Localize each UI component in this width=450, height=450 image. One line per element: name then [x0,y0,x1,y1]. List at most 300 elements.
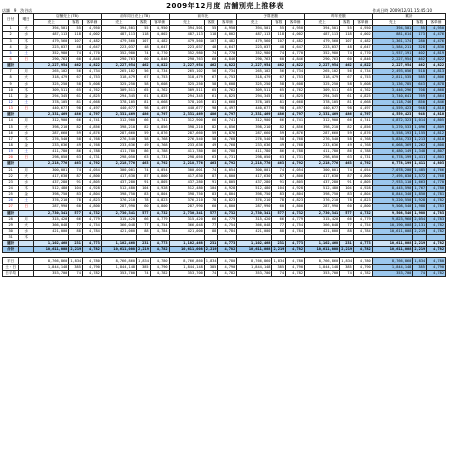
row-value-0: 233,636 [34,142,69,148]
row-value-6: 479,560 [169,38,204,44]
row-value-9: 376,210 [237,198,272,204]
row-value-1: 67 [69,75,83,81]
row-value-7: 77 [204,222,218,228]
row-value-4: 60 [137,204,151,210]
row-value-4: 82 [137,124,151,130]
row-value-3: 2,218,776 [101,161,136,167]
row-value-3: 2,730,341 [101,210,136,216]
row-value-0: 479,560 [34,38,69,44]
row-value-6: 394,501 [169,26,204,32]
row-value-9: 312,900 [237,118,272,124]
row-value-0: 411,780 [34,149,69,155]
row-value-13: 55 [340,26,354,32]
row-date: 30 [3,228,19,234]
row-value-12: 10,611,008 [305,247,340,253]
header-sub-2-2: 客単価 [218,20,237,26]
row-value-8: 4,002 [218,32,237,38]
row-value-7: 104 [204,185,218,191]
row-value-15: 7,933,110 [372,179,413,185]
header-sub-1-2: 客単価 [150,20,169,26]
header-group-0: 店舗売上(TB) [34,14,102,20]
row-value-11: 4,782 [286,247,305,253]
row-value-7: 462 [204,63,218,69]
row-value-13: 118 [340,32,354,38]
row-value-15: 5,270,533 [372,124,413,130]
row-value-5: 4,768 [150,142,169,148]
row-value-14: 4,779 [353,216,372,222]
row-date: 週計 [3,63,19,69]
row-value-10: 231 [272,241,286,247]
row-value-0: 318,479 [34,75,69,81]
row-value-13: 82 [340,124,354,130]
row-value-14: 4,792 [353,161,372,167]
row-value-16: 850 [413,99,427,105]
row-value-17: 4,782 [426,222,445,228]
row-value-8: 4,823 [218,198,237,204]
row-value-13: 463 [340,161,354,167]
row-value-1: 98 [69,106,83,112]
row-value-10: 83 [272,192,286,198]
row-value-0: 287,660 [34,130,69,136]
table-body [3,26,446,277]
row-value-10: 107 [272,38,286,44]
row-value-1: 78 [69,198,83,204]
row-value-2: 4,647 [82,44,101,50]
row-value-9: 265,102 [237,69,272,75]
row-value-10: 77 [272,222,286,228]
row-value-4: 87 [137,173,151,179]
row-value-9: 287,990 [237,204,272,210]
row-value-11: 4,054 [286,167,305,173]
row-value-0: 394,501 [34,26,69,32]
row-value-8: 4,731 [218,155,237,161]
header-sub-3-2: 客単価 [286,20,305,26]
row-value-6: 2,730,341 [169,210,204,216]
row-value-13: 1,834 [341,258,353,263]
row-value-5: 4,734 [150,69,169,75]
row-value-14: 4,805 [353,179,372,185]
row-value-12: 312,900 [305,118,340,124]
row-value-13: 104 [340,185,354,191]
row-value-5: 4,805 [150,179,169,185]
row-value-11: 4,846 [286,56,305,62]
row-value-16: 1,834 [414,258,426,263]
row-value-16: 708 [413,87,427,93]
row-value-8: 4,754 [218,222,237,228]
row-value-9: 398,210 [237,124,272,130]
row-date: 日平均 [3,270,19,276]
row-value-11: 4,797 [286,112,305,118]
header-sub-0-2: 客単価 [82,20,101,26]
row-value-4: 61 [137,93,151,99]
row-value-17: 4,809 [426,124,445,130]
row-value-3: 440,677 [101,106,136,112]
row-value-11: 4,800 [286,204,305,210]
row-value-5: 4,497 [150,106,169,112]
row-value-2: 4,797 [82,112,101,118]
row-value-8: 4,647 [218,44,237,50]
row-value-9: 366,048 [237,222,272,228]
row-value-15: 8,844,340 [372,192,413,198]
row-value-17: 4,864 [426,93,445,99]
header-sub-4-1: 客数 [340,20,354,26]
row-value-3: 276,540 [101,136,136,142]
row-value-10: 462 [272,63,286,69]
row-value-0: 366,048 [34,222,69,228]
row-value-7: 74 [204,50,218,56]
row-date: 週計 [3,210,19,216]
row-value-15: 2,811,535 [372,75,413,81]
row-value-17: 4,805 [426,118,445,124]
row-value-7: 83 [204,192,218,198]
row-date: 17 [3,136,19,142]
row-value-8: 4,805 [218,179,237,185]
row-value-8: 4,773 [218,241,237,247]
row-value-9: 411,780 [237,149,272,155]
row-value-12: 398,210 [305,124,340,130]
row-value-3: 315,420 [101,216,136,222]
row-value-15: 10,611,008 [372,228,413,234]
row-value-17: 4,782 [426,270,445,276]
row-value-16: 1,485 [414,167,426,172]
row-value-16: 1,213 [414,136,426,141]
row-value-11: 4,804 [286,192,305,198]
row-value-13: 60 [340,56,354,62]
row-value-2: 4,768 [82,136,101,142]
row-value-7: 58 [204,136,218,142]
row-weekday: 土 [19,149,34,155]
row-value-13: 66 [340,118,354,124]
row-value-10: 66 [272,216,286,222]
row-value-13: 58 [340,136,354,142]
row-value-11: 4,668 [286,99,305,105]
row-value-7: 86 [204,149,218,155]
row-value-3: 411,780 [101,149,136,155]
row-value-3: 512,480 [101,185,136,191]
row-value-2: 4,788 [82,149,101,155]
row-value-0: 276,540 [34,136,69,142]
row-value-15: 4,559,423 [372,106,413,112]
row-value-16: 1,988 [414,210,426,215]
row-value-7: 87 [204,173,218,179]
row-value-17: 4,822 [426,63,445,69]
row-value-0: 2,218,776 [34,161,69,167]
row-value-17: 4,813 [426,69,445,75]
row-value-13: 462 [340,63,354,69]
row-value-4: 81 [137,99,151,105]
row-value-5: 4,741 [150,118,169,124]
row-value-13: 231 [340,241,354,247]
row-value-13: 83 [340,192,354,198]
row-value-17: 4,808 [426,142,445,148]
row-date: 15 [3,124,19,130]
row-value-13: 59 [340,130,354,136]
row-value-15: 6,068,369 [372,142,413,148]
row-value-8: 4,782 [218,270,237,276]
row-value-2: 4,822 [82,63,101,69]
row-date: 週計 [3,112,19,118]
row-value-8: 4,950 [218,26,237,32]
row-date: 土・日 [3,264,19,270]
row-value-3: 1,844,148 [101,264,136,270]
row-value-8: 4,482 [218,38,237,44]
row-value-13: 67 [340,75,354,81]
row-weekday: 火 [19,75,34,81]
row-value-17: 4,780 [426,258,445,264]
row-value-9: 353,700 [237,270,272,276]
row-value-5: 4,731 [150,155,169,161]
row-date: 18 [3,142,19,148]
row-value-1: 58 [69,136,83,142]
row-value-2: 4,800 [82,204,101,210]
row-value-3: 394,501 [101,26,136,32]
row-value-8: 4,797 [218,112,237,118]
row-value-8: 4,762 [218,87,237,93]
row-value-16: 1,988 [414,204,426,209]
row-value-16: 385 [413,264,427,270]
header-group-2: 前年比 [169,14,237,20]
row-value-3: 398,210 [101,124,136,130]
row-value-6: 512,480 [169,185,204,191]
row-value-15: 1,844,148 [372,264,413,270]
row-value-10: 58 [272,136,286,142]
row-value-16: 643 [413,81,427,87]
row-value-16: 1,767 [414,186,426,190]
row-value-7: 78 [204,198,218,204]
printed-at: 2009/12/31 15:45:10 [389,8,432,13]
row-value-12: 411,780 [305,149,340,155]
row-value-15: 1,584,211 [372,44,413,50]
row-value-16: 518 [413,69,427,75]
row-value-15: 9,508,540 [372,204,413,210]
row-value-4: 385 [137,264,151,270]
row-value-17: 4,803 [426,155,445,161]
row-value-4: 74 [137,270,151,276]
row-value-10: 82 [272,124,286,130]
row-value-8: 4,779 [218,216,237,222]
header-group-4: 昨年差額 [305,14,373,20]
row-value-14: 4,928 [353,185,372,191]
row-value-16: 2,054 [414,216,426,221]
row-value-1: 74 [69,270,83,276]
row-weekday: 月 [19,167,34,173]
row-value-15: 3,136,785 [372,81,413,87]
row-value-13: 486 [340,112,354,118]
row-value-13: 63 [340,155,354,161]
row-value-4: 48 [137,44,151,50]
row-value-2: 4,792 [82,161,101,167]
row-value-12: 376,210 [305,198,340,204]
row-value-7: 61 [204,93,218,99]
row-value-9: 2,331,469 [237,112,272,118]
row-value-9: 2,730,341 [237,210,272,216]
row-value-11: 4,002 [286,32,305,38]
row-value-11: 4,482 [286,38,305,44]
row-value-6: 378,105 [169,99,204,105]
row-value-6: 318,479 [169,75,204,81]
row-value-9: 294,345 [237,93,272,99]
row-value-1: 1,834 [70,258,82,263]
row-value-0: 10,611,008 [34,247,69,253]
row-value-17: 4,822 [426,56,445,62]
row-value-14: 4,782 [353,247,372,253]
row-value-2: 4,773 [82,241,101,247]
row-value-3: 2,331,469 [101,112,136,118]
row-value-12: 352,980 [305,50,340,56]
row-value-6: 276,540 [169,136,204,142]
row-value-1: 81 [69,99,83,105]
row-value-15: 4,118,746 [372,99,413,105]
row-value-17: 4,781 [426,192,445,198]
row-value-14: 4,497 [353,106,372,112]
row-value-15: 3,740,641 [372,93,413,99]
row-date: 29 [3,222,19,228]
average-row [3,270,446,276]
row-value-9: 1,102,468 [237,241,272,247]
row-value-5: 4,950 [150,26,169,32]
row-value-0: 315,420 [34,216,69,222]
row-value-2: 4,800 [82,173,101,179]
row-value-4: 59 [137,130,151,136]
row-value-2: 4,054 [82,167,101,173]
row-weekday [19,270,34,276]
row-value-17: 4,810 [426,106,445,112]
row-value-13: 74 [340,270,354,276]
row-value-11: 4,928 [286,185,305,191]
row-value-6: 366,048 [169,222,204,228]
row-value-11: 4,950 [286,26,305,32]
row-value-15: 3,446,296 [372,87,413,93]
row-value-12: 394,501 [305,26,340,32]
row-value-16: 402 [413,50,427,56]
row-value-7: 91 [204,179,218,185]
row-value-10: 49 [272,142,286,148]
row-weekday: 金 [19,192,34,198]
row-value-12: 1,844,148 [305,264,340,270]
row-value-6: 312,900 [169,118,204,124]
row-value-6: 1,844,148 [169,264,204,270]
row-value-15: 5,558,193 [372,130,413,136]
header-date: 日付 [3,14,19,26]
row-value-2: 4,497 [82,106,101,112]
row-value-8: 4,822 [218,63,237,69]
table-head [3,14,446,26]
header-sub-2-0: 売上 [169,20,204,26]
row-value-5: 4,928 [150,185,169,191]
row-value-11: 4,768 [286,142,305,148]
row-value-0: 2,730,341 [34,210,69,216]
row-weekday: 水 [19,179,34,185]
row-value-6: 325,250 [169,81,204,87]
row-value-12: 294,345 [305,93,340,99]
row-value-15: 1,937,191 [372,50,413,56]
row-value-9: 2,227,954 [237,63,272,69]
row-value-15: 2,227,954 [372,63,413,69]
row-value-15: 394,501 [372,26,413,32]
row-value-10: 60 [272,56,286,62]
row-value-13: 58 [340,81,354,87]
row-value-11: 4,876 [286,130,305,136]
row-value-7: 118 [204,32,218,38]
row-value-9: 1,844,148 [237,264,272,270]
row-value-3: 309,511 [101,87,136,93]
row-value-11: 4,800 [286,173,305,179]
row-value-2: 4,482 [82,38,101,44]
row-value-3: 223,037 [101,44,136,50]
row-value-4: 462 [137,63,151,69]
row-value-10: 1,834 [273,258,285,263]
row-value-7: 60 [204,56,218,62]
row-value-9: 276,540 [237,136,272,142]
row-value-17: 4,790 [426,264,445,270]
row-date: 19 [3,149,19,155]
row-value-11: 5,608 [286,81,305,87]
row-value-14: 4,770 [353,50,372,56]
report-header [0,0,450,14]
row-value-16: 462 [413,63,427,69]
row-value-5: 4,822 [150,63,169,69]
row-value-3: 421,000 [101,228,136,234]
row-value-8: 4,753 [218,75,237,81]
header-sub-1-0: 売上 [101,20,136,26]
row-value-13: 61 [340,93,354,99]
row-value-13: 56 [340,69,354,75]
row-value-0: 265,102 [34,69,69,75]
row-value-3: 298,050 [101,155,136,161]
row-date: 21 [3,167,19,173]
row-value-14: 4,782 [353,270,372,276]
row-value-2: 4,846 [82,56,101,62]
row-value-14: 4,856 [353,124,372,130]
row-value-7: 98 [204,106,218,112]
row-value-3: 378,105 [101,99,136,105]
row-value-14: 4,788 [353,149,372,155]
header-sub-3-0: 売上 [237,20,272,26]
row-value-14: 4,784 [353,228,372,234]
row-value-6: 294,345 [169,93,204,99]
row-value-3: 325,250 [101,81,136,87]
row-value-1: 58 [69,81,83,87]
row-value-11: 4,731 [286,155,305,161]
row-value-2: 4,780 [82,258,101,264]
row-value-2: 4,928 [82,185,101,191]
row-value-5: 4,482 [150,38,169,44]
row-value-17: 4,783 [426,210,445,216]
row-value-0: 309,511 [34,87,69,93]
row-value-12: 223,037 [305,44,340,50]
row-value-5: 4,054 [150,167,169,173]
row-date: 14 [3,118,19,124]
row-value-4: 77 [137,222,151,228]
row-value-0: 376,210 [34,198,69,204]
row-value-11: 4,792 [286,161,305,167]
row-value-13: 87 [340,173,354,179]
row-value-14: 4,741 [353,118,372,124]
row-weekday: 火 [19,124,34,130]
row-value-8: 4,741 [218,118,237,124]
row-value-16: 948 [413,106,427,112]
row-value-14: 4,823 [353,198,372,204]
row-value-15: 8,445,590 [372,185,413,191]
row-value-2: 4,731 [82,155,101,161]
row-value-4: 86 [137,149,151,155]
row-value-16: 1,014 [414,118,426,123]
row-weekday: 日 [19,106,34,112]
row-value-5: 4,804 [150,192,169,198]
row-weekday: 日 [19,56,34,62]
row-value-9: 290,763 [237,56,272,62]
row-value-12: 298,050 [305,155,340,161]
